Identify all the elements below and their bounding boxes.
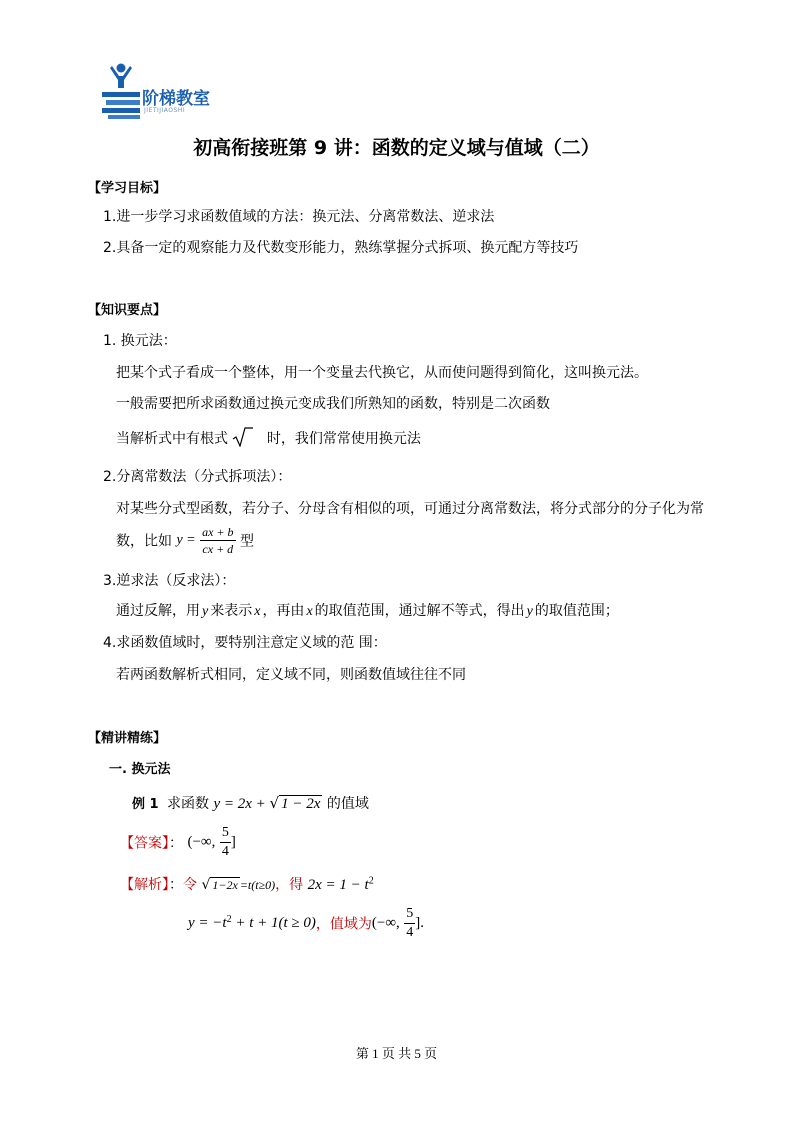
point1-line1: 把某个式子看成一个整体，用一个变量去代换它，从而使问题得到简化，这叫换元法。 xyxy=(116,365,648,381)
example-1-radicand: 1 − 2x xyxy=(281,796,321,812)
practice-heading: 【精讲精练】 xyxy=(88,731,167,746)
point3-text-2: 来表示 xyxy=(210,603,253,619)
analysis-radical-icon: √ xyxy=(201,877,211,893)
answer-denominator: 4 xyxy=(221,844,229,859)
point4-line: 若两函数解析式相同，定义域不同，则函数值域往往不同 xyxy=(116,667,466,683)
logo xyxy=(100,62,230,122)
point3-text-1: 通过反解，用 xyxy=(116,603,200,619)
point2-formula-denominator: cx + d xyxy=(202,542,234,556)
logo-pinyin: JIETIJIAOSHI xyxy=(144,107,186,114)
analysis-formula-sup: 2 xyxy=(368,875,374,887)
analysis-line2-denominator: 4 xyxy=(406,925,414,940)
point3-text-3: ，再由 xyxy=(262,603,305,619)
point2-formula-fraction xyxy=(200,526,235,555)
point2-line1: 对某些分式型函数，若分子、分母含有相似的项，可通过分离常数法，将分式部分的分子化为常 xyxy=(116,501,704,517)
analysis-line2-val-a: (−∞, xyxy=(371,915,400,931)
analysis-colon: ： xyxy=(169,877,183,893)
point3-var-x2: x xyxy=(306,604,313,619)
goals-heading: 【学习目标】 xyxy=(88,181,167,196)
analysis-line2-sup: 2 xyxy=(226,913,232,925)
point2-line2-text-b: 型 xyxy=(239,533,254,550)
example-1-radical-icon: √ xyxy=(269,794,280,812)
analysis-formula-b: 2x = 1 − t xyxy=(307,877,369,893)
example-1 xyxy=(132,793,369,813)
answer-colon: ： xyxy=(169,835,183,852)
page-title: 初高衔接班第 9 讲：函数的定义域与值域（二） xyxy=(193,137,600,159)
analysis-line2-a: y = −t xyxy=(188,915,227,931)
point1-line3 xyxy=(116,427,421,448)
point2-title: 2.分离常数法（分式拆项法）： xyxy=(103,469,292,485)
radical-sign-icon xyxy=(232,427,254,447)
point1-line3-text-a: 当解析式中有根式 xyxy=(116,431,228,447)
analysis-line2-val-b: ]. xyxy=(415,915,424,931)
goal-item-2: 2.具备一定的观察能力及代数变形能力，熟练掌握分式拆项、换元配方等技巧 xyxy=(103,240,579,256)
point3-title: 3.逆求法（反求法）： xyxy=(103,573,236,589)
analysis-line2-b: + t + 1(t ≥ 0) xyxy=(231,915,316,931)
answer-value-a: (−∞, xyxy=(187,834,216,850)
point2-formula-numerator: ax + b xyxy=(202,525,234,539)
analysis-line2-numerator: 5 xyxy=(404,907,415,924)
point3-var-x: x xyxy=(254,604,261,619)
point2-line2 xyxy=(116,526,254,555)
page-footer: 第 1 页 共 5 页 xyxy=(355,1046,438,1061)
point3-var-y2: y xyxy=(526,604,533,619)
answer-fraction xyxy=(220,826,231,859)
analysis-text-a: 令 xyxy=(183,877,197,893)
answer-value-b: ] xyxy=(230,834,236,850)
answer-numerator: 5 xyxy=(220,826,231,843)
analysis-radicand: 1−2x xyxy=(212,878,238,892)
answer-label: 【答案】 xyxy=(120,835,169,852)
example-1-formula: y = 2x + xyxy=(213,796,270,812)
subsection-title: 一. 换元法 xyxy=(109,762,171,777)
analysis-eq: =t(t≥0) xyxy=(239,878,276,892)
point3-var-y: y xyxy=(202,604,209,619)
analysis-label: 【解析】 xyxy=(120,877,169,893)
example-1-text-b: 的值域 xyxy=(326,796,369,812)
point4-title: 4.求函数值域时，要特别注意定义域的范 围： xyxy=(103,635,387,651)
point2-line2-text-a: 数，比如 xyxy=(116,533,172,550)
point3-line xyxy=(116,600,619,620)
example-1-text-a: 求函数 xyxy=(167,796,210,812)
point1-title: 1. 换元法： xyxy=(103,333,177,349)
analysis-line-1 xyxy=(120,874,374,894)
logo-figure-icon xyxy=(100,62,142,120)
point3-text-5: 的取值范围； xyxy=(534,603,619,619)
analysis-line2-c: ，值域为 xyxy=(315,916,372,933)
points-heading: 【知识要点】 xyxy=(88,303,167,318)
logo-name: 阶梯教室 xyxy=(142,89,210,109)
point1-line3-text-b: 时，我们常常使用换元法 xyxy=(266,431,421,447)
point1-line2: 一般需要把所求函数通过换元变成我们所熟知的函数，特别是二次函数 xyxy=(116,396,550,412)
answer-line xyxy=(120,826,236,859)
point3-text-4: 的取值范围，通过解不等式，得出 xyxy=(314,603,525,619)
analysis-text-b: ，得 xyxy=(275,877,304,893)
example-1-label: 例 1 xyxy=(132,797,159,812)
analysis-line2-fraction xyxy=(404,907,415,940)
goal-item-1: 1.进一步学习求函数值域的方法：换元法、分离常数法、逆求法 xyxy=(103,209,495,225)
analysis-line-2 xyxy=(188,907,424,940)
point2-formula-lhs: y = xyxy=(176,532,196,548)
